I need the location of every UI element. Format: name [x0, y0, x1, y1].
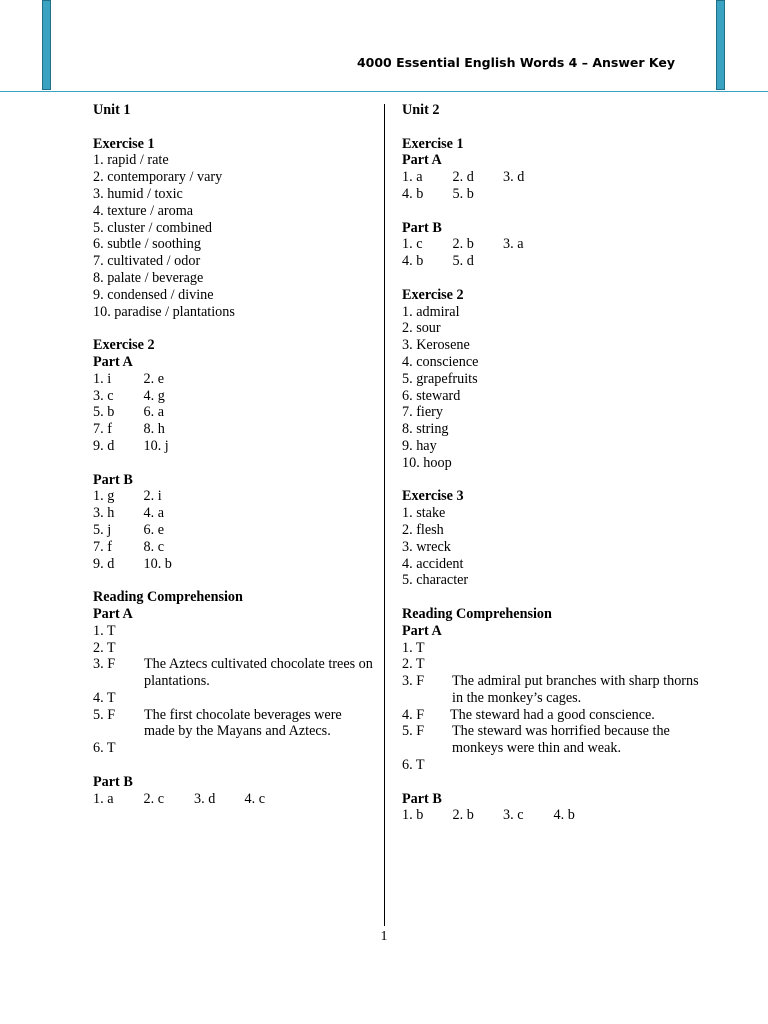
- answer-item: 8. palate / beverage: [93, 269, 204, 286]
- answer-item: 2. flesh: [402, 521, 444, 538]
- answer-item: 6. steward: [402, 387, 461, 404]
- section-heading: Reading Comprehension: [93, 589, 243, 606]
- rc-item: 2. T: [402, 656, 425, 673]
- part-heading: Part A: [402, 152, 442, 169]
- answer-row: 9. d 10. j: [93, 437, 169, 454]
- part-heading: Part A: [402, 622, 442, 639]
- answer-item: 9. hay: [402, 437, 437, 454]
- rc-item: 5. F The first chocolate beverages were made by the Mayans and Aztecs.: [93, 706, 342, 740]
- answer-row: 1. a 2. d 3. d: [402, 169, 525, 186]
- right-header-bar: [716, 0, 725, 90]
- rc-item: 6. T: [93, 740, 116, 757]
- unit-heading: Unit 2: [402, 102, 440, 118]
- answer-row: 3. h 4. a: [93, 505, 164, 522]
- answer-row: 1. a 2. c 3. d 4. c: [93, 790, 265, 807]
- exercise-heading: Exercise 3: [402, 488, 464, 505]
- answer-item: 5. grapefruits: [402, 370, 478, 387]
- answer-item: 3. wreck: [402, 538, 451, 555]
- header-rule: [0, 91, 768, 92]
- answer-item: 2. sour: [402, 320, 441, 337]
- page-number: 1: [380, 929, 388, 944]
- rc-item: 5. F The steward was horrified because the monkeys were thin and weak.: [402, 723, 670, 757]
- answer-item: 7. cultivated / odor: [93, 253, 201, 270]
- answer-item: 4. conscience: [402, 353, 479, 370]
- part-heading: Part A: [93, 605, 133, 622]
- exercise-heading: Exercise 2: [93, 337, 155, 354]
- answer-item: 4. accident: [402, 555, 464, 572]
- answer-row: 3. c 4. g: [93, 387, 165, 404]
- rc-item: 3. F The admiral put branches with sharp thorns in the monkey’s cages.: [402, 673, 699, 706]
- answer-row: 5. b 6. a: [93, 404, 164, 421]
- rc-item: 1. T: [93, 622, 116, 639]
- answer-item: 1. stake: [402, 505, 446, 522]
- answer-item: 2. contemporary / vary: [93, 169, 223, 186]
- left-column: [93, 102, 373, 807]
- rc-item: 4. F The steward had a good conscience.: [402, 706, 655, 723]
- answer-item: 3. humid / toxic: [93, 185, 183, 202]
- answer-row: 4. b 5. b: [402, 185, 474, 202]
- answer-item: 7. fiery: [402, 404, 443, 421]
- part-heading: Part B: [402, 790, 442, 807]
- answer-item: 6. subtle / soothing: [93, 236, 201, 253]
- answer-row: 7. f 8. c: [93, 538, 164, 555]
- answer-row: 4. b 5. d: [402, 253, 474, 270]
- answer-row: 1. i 2. e: [93, 370, 164, 387]
- header-title: 4000 Essential English Words 4 – Answer Key: [356, 55, 675, 70]
- answer-item: 5. character: [402, 572, 469, 589]
- unit-heading: Unit 1: [93, 102, 131, 118]
- left-header-bar: [42, 0, 51, 90]
- answer-item: 8. string: [402, 421, 449, 438]
- answer-row: 1. g 2. i: [93, 488, 162, 505]
- rc-item: 2. T: [93, 639, 116, 656]
- rc-item: 3. F The Aztecs cultivated chocolate trees on plantations.: [93, 656, 373, 690]
- answer-row: 1. c 2. b 3. a: [402, 236, 524, 253]
- answer-item: 1. rapid / rate: [93, 152, 169, 169]
- column-divider: [384, 104, 385, 926]
- part-heading: Part B: [93, 471, 133, 488]
- answer-row: 7. f 8. h: [93, 421, 165, 438]
- answer-row: 9. d 10. b: [93, 555, 172, 572]
- rc-item: 4. T: [93, 689, 116, 706]
- part-heading: Part B: [93, 773, 133, 790]
- part-heading: Part A: [93, 353, 133, 370]
- right-column: [402, 102, 702, 824]
- exercise-heading: Exercise 1: [402, 135, 464, 152]
- answer-row: 5. j 6. e: [93, 521, 164, 538]
- section-heading: Reading Comprehension: [402, 605, 552, 622]
- rc-item: 1. T: [402, 639, 425, 656]
- exercise-heading: Exercise 1: [93, 135, 155, 152]
- answer-item: 1. admiral: [402, 303, 460, 320]
- answer-item: 10. paradise / plantations: [93, 303, 235, 320]
- answer-row: 1. b 2. b 3. c 4. b: [402, 807, 575, 824]
- answer-item: 10. hoop: [402, 454, 452, 471]
- exercise-heading: Exercise 2: [402, 286, 464, 303]
- answer-item: 3. Kerosene: [402, 337, 470, 354]
- rc-item: 6. T: [402, 757, 425, 774]
- answer-item: 4. texture / aroma: [93, 202, 194, 219]
- answer-item: 9. condensed / divine: [93, 286, 214, 303]
- part-heading: Part B: [402, 219, 442, 236]
- answer-item: 5. cluster / combined: [93, 219, 212, 236]
